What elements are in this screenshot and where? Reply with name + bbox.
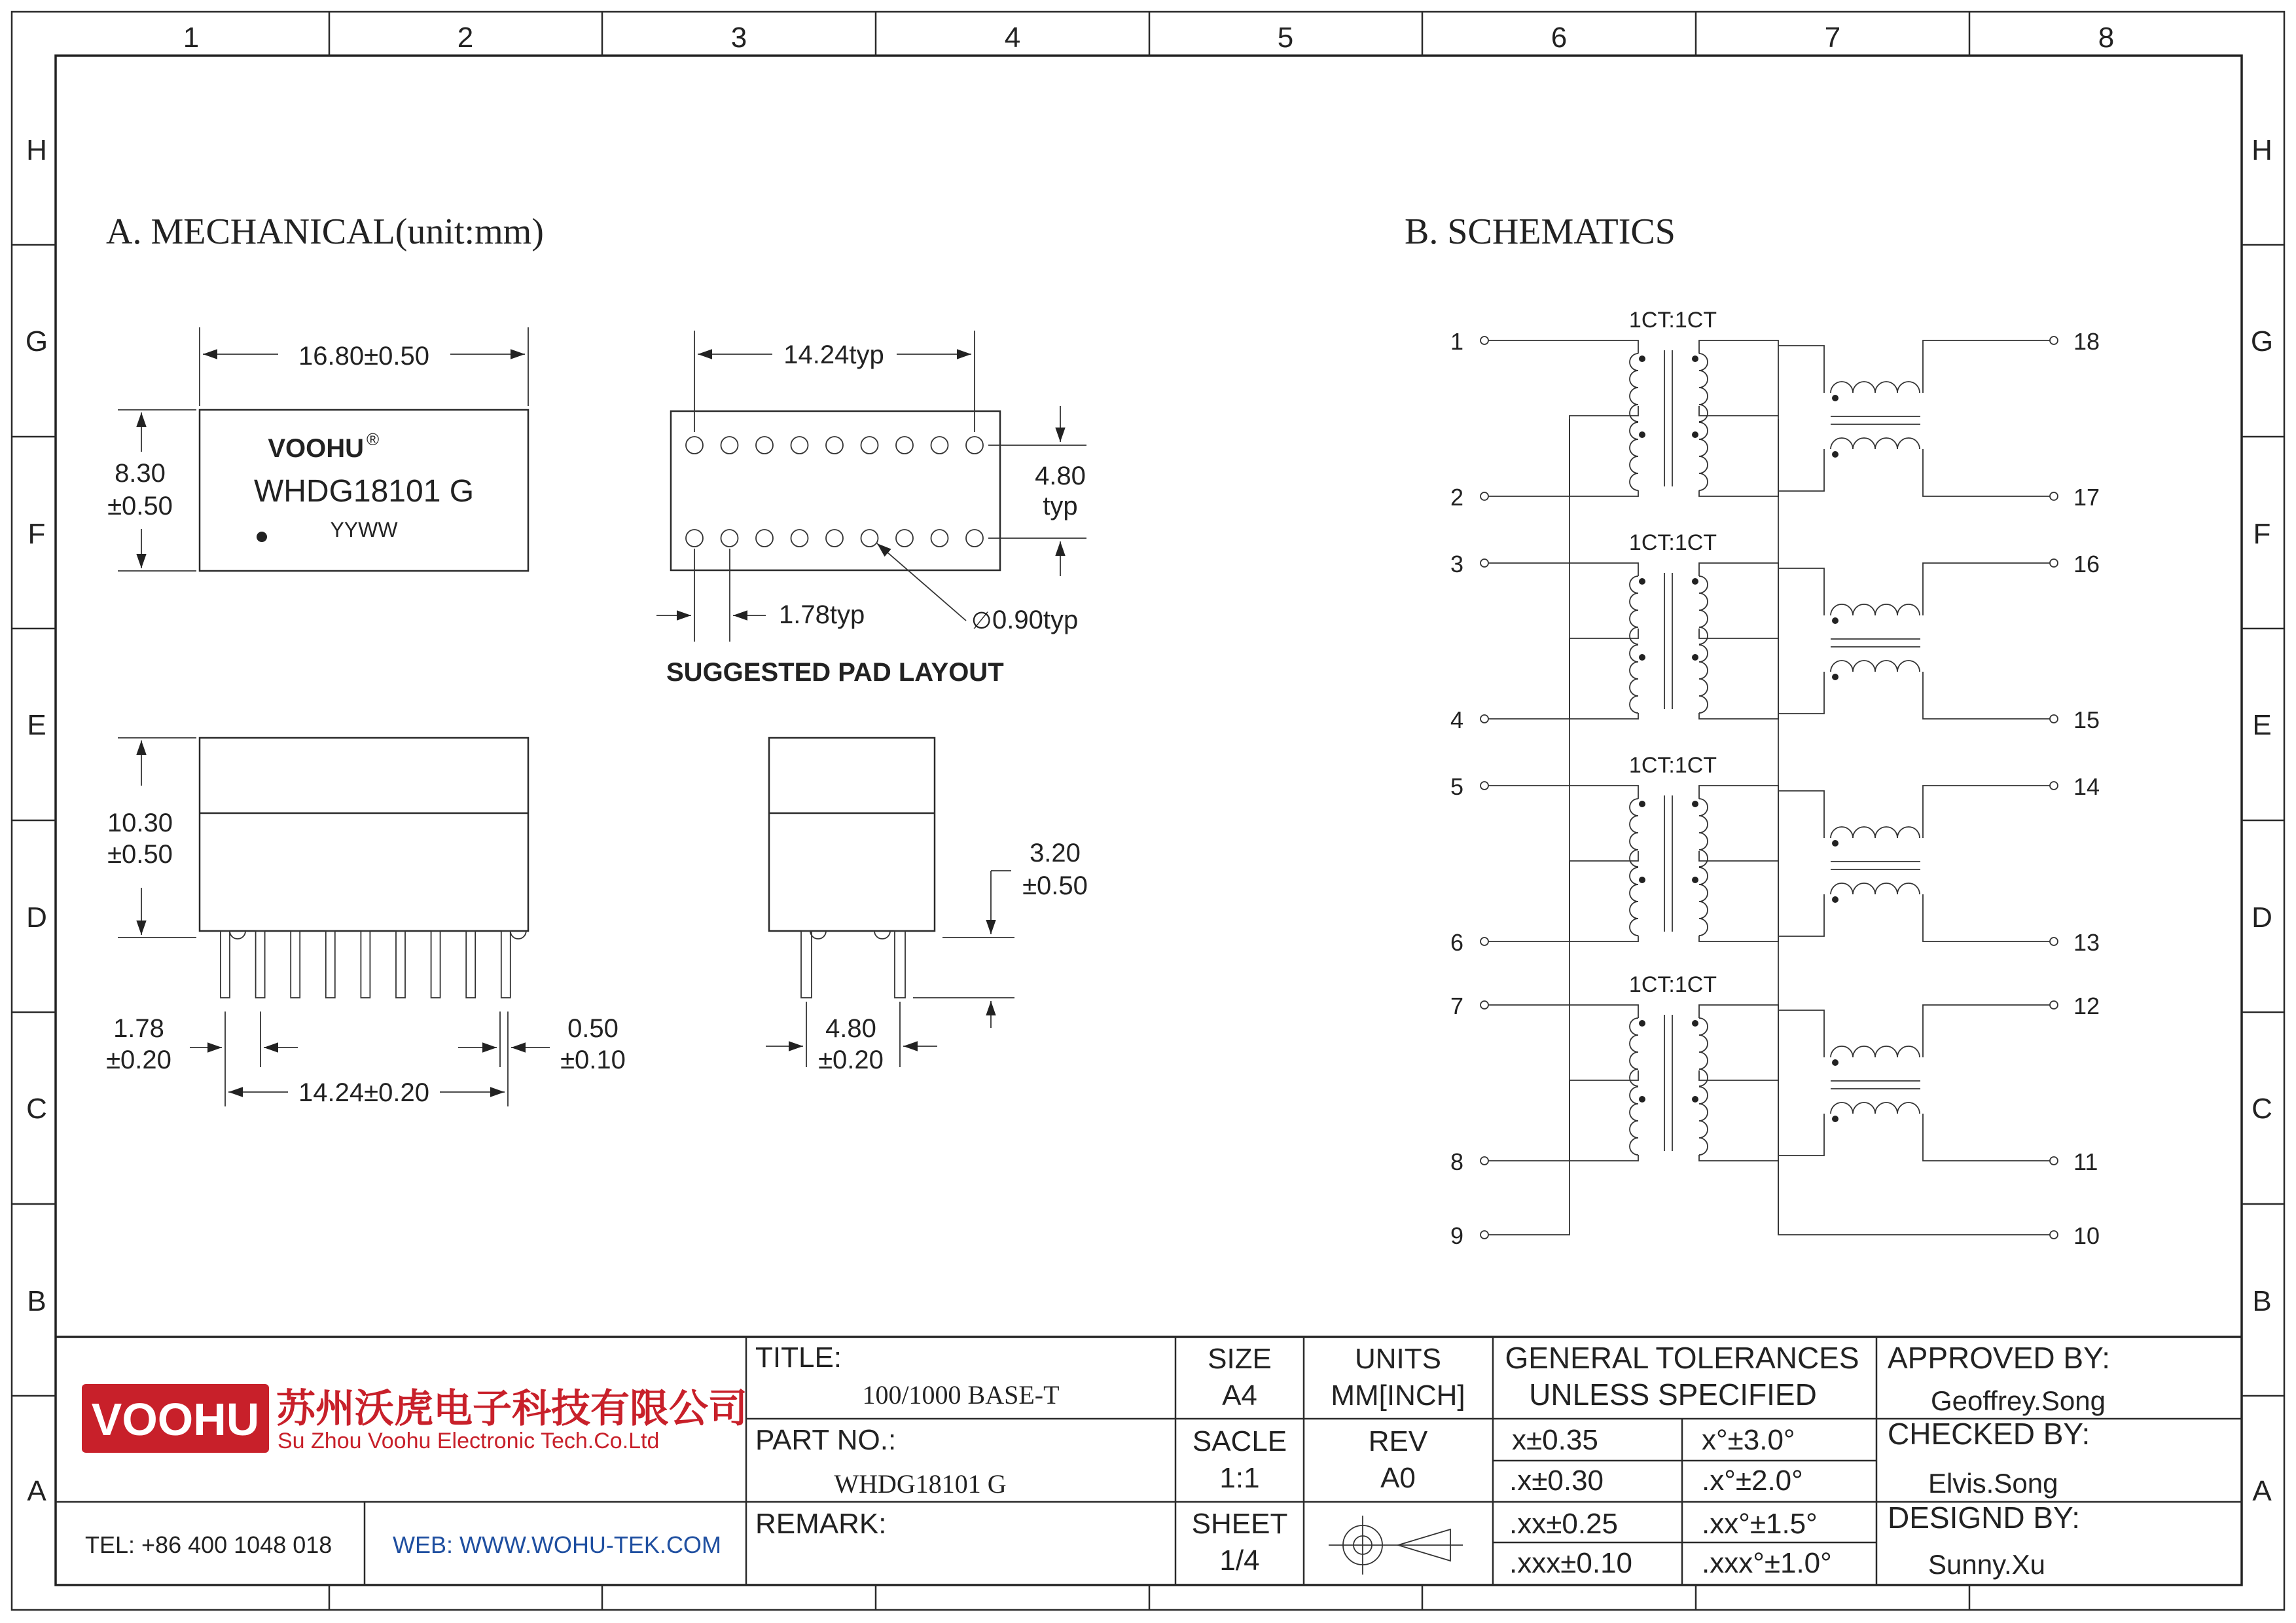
pin-terminal [1480, 1001, 1488, 1009]
wire [1778, 672, 1824, 714]
primary-coil [1630, 354, 1638, 422]
wire [1923, 1114, 2050, 1161]
wire [1778, 1114, 1824, 1156]
row-label: B [2252, 1285, 2272, 1317]
polarity-dot-icon [1639, 356, 1645, 362]
wire [1699, 851, 1778, 861]
choke-coil [1831, 1103, 1920, 1114]
tolerance-angular: x°±3.0° [1702, 1424, 1795, 1456]
row-label: B [27, 1285, 46, 1317]
projection-symbol-icon [1329, 1516, 1463, 1575]
wire [1778, 791, 1824, 838]
rev-value: A0 [1380, 1462, 1416, 1494]
wire [1778, 1161, 2050, 1235]
pin-standoff [511, 931, 526, 939]
title-value: 100/1000 BASE-T [862, 1380, 1060, 1410]
pin-number: 1 [1450, 328, 1463, 355]
polarity-dot-icon [1692, 578, 1698, 585]
schematics-title: B. SCHEMATICS [1405, 211, 1676, 252]
pad-grid [686, 437, 983, 547]
brand-marking: VOOHU [268, 434, 364, 463]
side-span-dim: 14.24±0.20 [298, 1078, 429, 1107]
wire [1699, 1070, 1778, 1080]
row-label: A [2252, 1475, 2272, 1507]
wire [1488, 1005, 1638, 1018]
wire [1923, 672, 2050, 719]
pin-standoff [230, 931, 245, 939]
tel-text: TEL: +86 400 1048 018 [85, 1531, 332, 1558]
row-label: C [2251, 1093, 2272, 1125]
top-view-width-dim: 16.80±0.50 [298, 342, 429, 371]
column-label: 5 [1277, 22, 1294, 54]
pin-number: 15 [2073, 706, 2100, 733]
pad-hole [966, 437, 983, 454]
turns-ratio-label: 1CT:1CT [1628, 972, 1717, 997]
row-label: C [26, 1093, 47, 1125]
checked-value: Elvis.Song [1928, 1468, 2058, 1499]
row-label: E [2252, 709, 2272, 741]
row-label: H [26, 134, 47, 166]
row-label: G [25, 325, 48, 357]
column-label: 3 [730, 22, 747, 54]
polarity-dot-icon [1639, 877, 1645, 883]
polarity-dot-icon [1639, 578, 1645, 585]
channel-3 [1450, 753, 2100, 956]
checked-label: CHECKED BY: [1888, 1417, 2090, 1451]
pin-number: 12 [2073, 993, 2100, 1019]
pin-number: 3 [1450, 551, 1463, 577]
pad-hole [826, 530, 843, 547]
tolerance-header-1: GENERAL TOLERANCES [1505, 1341, 1859, 1375]
pad-hole [861, 437, 878, 454]
part-no-label: PART NO.: [755, 1424, 897, 1456]
wire [1778, 1010, 1824, 1057]
primary-coil [1630, 799, 1638, 867]
polarity-dot-icon [1832, 617, 1839, 624]
pad-hole [791, 530, 808, 547]
polarity-dot-icon [1832, 896, 1839, 903]
wire [1488, 340, 1638, 354]
polarity-dot-icon [1639, 1096, 1645, 1103]
pad-hole [931, 530, 948, 547]
side-pin [256, 931, 265, 998]
wire [1699, 629, 1778, 638]
wire [1699, 406, 1778, 416]
rev-label: REV [1368, 1425, 1428, 1457]
turns-ratio-label: 1CT:1CT [1628, 530, 1717, 555]
polarity-dot-icon [1832, 395, 1839, 401]
wire [1488, 1155, 1638, 1161]
pad-row-spacing-unit: typ [1043, 492, 1078, 520]
pad-hole [756, 530, 773, 547]
end-view-body [769, 738, 935, 931]
lead-spacing-tol: ±0.20 [818, 1046, 884, 1074]
polarity-dot-icon [1639, 431, 1645, 438]
wire [1923, 1005, 2050, 1057]
channel-4 [1450, 972, 2100, 1175]
row-label: F [2253, 518, 2271, 550]
polarity-dot-icon [1692, 1096, 1698, 1103]
secondary-coil [1699, 645, 1708, 713]
pad-hole [721, 530, 738, 547]
schematics-section [1405, 211, 2100, 1249]
wire [1570, 1070, 1638, 1161]
wire [1570, 406, 1638, 496]
pad-hole [966, 530, 983, 547]
primary-coil [1630, 1087, 1638, 1155]
polarity-dot-icon [1692, 877, 1698, 883]
wire [1488, 1161, 1570, 1235]
scale-value: 1:1 [1219, 1462, 1260, 1494]
tolerance-angular: .xx°±1.5° [1702, 1508, 1818, 1540]
company-name-en: Su Zhou Voohu Electronic Tech.Co.Ltd [278, 1429, 660, 1453]
row-label: G [2250, 325, 2274, 357]
pin-number: 4 [1450, 706, 1463, 733]
schematic-diagram [1450, 308, 2100, 1249]
logo-text: VOOHU [91, 1394, 260, 1445]
pin-number: 9 [1450, 1222, 1463, 1249]
top-view-height-tol: ±0.50 [107, 492, 173, 520]
tolerance-linear: .xxx±0.10 [1509, 1547, 1633, 1579]
wire [1923, 449, 2050, 496]
pin-terminal [2050, 938, 2058, 945]
side-view [106, 738, 626, 1107]
side-pitch-dim: 1.78 [113, 1014, 164, 1043]
column-label: 6 [1551, 22, 1568, 54]
polarity-dot-icon [1832, 674, 1839, 680]
tolerance-angular: .x°±2.0° [1702, 1465, 1803, 1497]
tolerance-header-2: UNLESS SPECIFIED [1529, 1377, 1817, 1412]
secondary-coil [1699, 422, 1708, 490]
wire [1699, 1005, 1778, 1161]
pin-number: 7 [1450, 993, 1463, 1019]
pin-number: 14 [2073, 773, 2100, 800]
wire [1778, 568, 1824, 615]
pin-terminal [1480, 559, 1488, 567]
side-pin [221, 931, 230, 998]
pin-number: 13 [2073, 929, 2100, 956]
size-value: A4 [1222, 1379, 1257, 1412]
polarity-dot-icon [1832, 840, 1839, 847]
pin-terminal [1480, 938, 1488, 945]
side-pin [361, 931, 370, 998]
channel-1 [1450, 308, 2100, 511]
row-label: H [2251, 134, 2272, 166]
pin-number: 5 [1450, 773, 1463, 800]
pin-terminal [1480, 492, 1488, 500]
column-label: 7 [1824, 22, 1841, 54]
pad-hole [861, 530, 878, 547]
side-pin [431, 931, 440, 998]
pin-terminal [2050, 559, 2058, 567]
polarity-dot-icon [1639, 1020, 1645, 1027]
polarity-dot-icon [1639, 801, 1645, 807]
primary-coil [1630, 867, 1638, 936]
sheet-label: SHEET [1191, 1508, 1288, 1540]
scale-label: SACLE [1192, 1425, 1287, 1457]
polarity-dot-icon [1692, 654, 1698, 661]
pin-terminal [1480, 1157, 1488, 1165]
pin-terminal [1480, 715, 1488, 723]
choke-coil [1831, 827, 1920, 838]
wire [1570, 629, 1638, 719]
units-value: MM[INCH] [1331, 1379, 1465, 1412]
wire [1923, 894, 2050, 941]
column-label: 1 [183, 22, 200, 54]
remark-label: REMARK: [755, 1508, 887, 1540]
pad-span-dim: 14.24typ [783, 340, 884, 369]
pad-hole [686, 437, 703, 454]
pad-layout-caption: SUGGESTED PAD LAYOUT [666, 658, 1004, 687]
wire [1488, 786, 1638, 799]
primary-coil [1630, 576, 1638, 644]
mechanical-title: A. MECHANICAL(unit:mm) [106, 211, 544, 252]
wire [1488, 713, 1638, 719]
side-pin [501, 931, 511, 998]
registered-mark: ® [367, 429, 380, 449]
polarity-dot-icon [1832, 1116, 1839, 1122]
column-label: 8 [2098, 22, 2115, 54]
pad-hole [826, 437, 843, 454]
pin-number: 18 [2073, 328, 2100, 355]
tolerance-linear: .x±0.30 [1509, 1465, 1604, 1497]
lead-spacing-dim: 4.80 [825, 1014, 876, 1043]
primary-coil [1630, 1018, 1638, 1086]
pin-terminal [2050, 1157, 2058, 1165]
secondary-coil [1699, 1018, 1708, 1086]
polarity-dot-icon [1639, 654, 1645, 661]
row-label: E [27, 709, 46, 741]
polarity-dot-icon [1692, 356, 1698, 362]
side-pin-width-dim: 0.50 [567, 1014, 619, 1043]
pad-hole [791, 437, 808, 454]
lead-length-tol: ±0.50 [1022, 871, 1088, 900]
pin-terminal [2050, 1001, 2058, 1009]
row-label: D [26, 902, 47, 934]
polarity-dot-icon [1832, 1059, 1839, 1066]
date-code: YYWW [330, 518, 398, 541]
row-label: D [2251, 902, 2272, 934]
wire [1699, 786, 1778, 941]
design-value: Sunny.Xu [1928, 1549, 2046, 1580]
pad-hole [896, 437, 913, 454]
pad-layout [656, 331, 1086, 687]
choke-coil [1831, 438, 1920, 449]
wire [1488, 490, 1638, 496]
pad-pitch-dim: 1.78typ [779, 600, 865, 629]
dia-symbol-icon: ∅ [971, 607, 992, 634]
end-view-leads [801, 931, 905, 998]
row-label: A [27, 1475, 46, 1507]
wire [1778, 346, 1824, 393]
choke-coil [1831, 382, 1920, 393]
lead-length-dim: 3.20 [1030, 839, 1081, 867]
pad-hole [756, 437, 773, 454]
title-label: TITLE: [755, 1341, 842, 1374]
side-pin [466, 931, 475, 998]
pin-terminal [2050, 782, 2058, 790]
pin-number: 6 [1450, 929, 1463, 956]
wire [1488, 936, 1638, 941]
pad-hole [686, 530, 703, 547]
part-marking: WHDG18101 G [253, 474, 475, 509]
pin-number: 16 [2073, 551, 2100, 577]
row-label: F [27, 518, 46, 550]
size-label: SIZE [1208, 1343, 1272, 1375]
secondary-coil [1699, 799, 1708, 867]
wire [1699, 563, 1778, 719]
pin-number: 11 [2073, 1148, 2098, 1175]
company-name-cn: 苏州沃虎电子科技有限公司 [276, 1387, 747, 1431]
pad-row-spacing-dim: 4.80 [1035, 462, 1086, 490]
design-label: DESIGND BY: [1888, 1501, 2080, 1535]
column-label: 4 [1004, 22, 1021, 54]
units-label: UNITS [1355, 1343, 1441, 1375]
wire [1923, 563, 2050, 615]
sheet-value: 1/4 [1219, 1544, 1260, 1577]
pin1-dot-icon [257, 532, 267, 542]
pad-hole [931, 437, 948, 454]
top-view [107, 327, 528, 571]
side-view-body [200, 738, 528, 931]
wire [1923, 786, 2050, 838]
side-pitch-tol: ±0.20 [106, 1046, 171, 1074]
side-pin [326, 931, 335, 998]
wire [1699, 340, 1778, 496]
polarity-dot-icon [1692, 801, 1698, 807]
pad-hole [721, 437, 738, 454]
side-pin-width-tol: ±0.10 [560, 1046, 626, 1074]
secondary-coil [1699, 576, 1708, 644]
pin-number: 8 [1450, 1148, 1463, 1175]
pin-terminal [2050, 492, 2058, 500]
side-height-dim: 10.30 [107, 809, 173, 837]
polarity-dot-icon [1692, 1020, 1698, 1027]
company-logo [82, 1384, 269, 1453]
pad-hole [896, 530, 913, 547]
wire [1488, 563, 1638, 576]
pin-terminal [1480, 782, 1488, 790]
side-height-tol: ±0.50 [107, 840, 173, 869]
end-view [766, 738, 1088, 1074]
choke-coil [1831, 604, 1920, 615]
choke-coil [1831, 1046, 1920, 1057]
web-link[interactable]: WEB: WWW.WOHU-TEK.COM [393, 1531, 721, 1558]
choke-coil [1831, 661, 1920, 672]
choke-coil [1831, 883, 1920, 894]
tolerance-linear: x±0.35 [1512, 1424, 1598, 1456]
turns-ratio-label: 1CT:1CT [1628, 753, 1717, 778]
wire [1778, 894, 1824, 936]
pin-terminal [1480, 337, 1488, 344]
secondary-coil [1699, 1087, 1708, 1155]
pin-number: 10 [2073, 1222, 2100, 1249]
part-no-value: WHDG18101 G [834, 1469, 1007, 1499]
pad-diameter-dim: 0.90typ [992, 606, 1079, 634]
top-view-height-dim: 8.30 [115, 459, 166, 488]
turns-ratio-label: 1CT:1CT [1628, 308, 1717, 333]
polarity-dot-icon [1692, 431, 1698, 438]
mechanical-section [106, 211, 1088, 1107]
side-pin [291, 931, 300, 998]
secondary-coil [1699, 354, 1708, 422]
pin-terminal [2050, 1231, 2058, 1239]
wire [1923, 340, 2050, 393]
secondary-coil [1699, 867, 1708, 936]
channel-2 [1450, 530, 2100, 733]
column-label: 2 [457, 22, 474, 54]
tolerance-angular: .xxx°±1.0° [1702, 1547, 1832, 1579]
pin-number: 2 [1450, 484, 1463, 511]
primary-coil [1630, 422, 1638, 490]
pin-terminal [2050, 715, 2058, 723]
wire [1778, 449, 1824, 491]
side-pin [396, 931, 405, 998]
title-block [56, 1337, 2242, 1585]
wire [1570, 851, 1638, 941]
approved-value: Geoffrey.Song [1931, 1385, 2106, 1416]
pin-terminal [1480, 1231, 1488, 1239]
side-view-pins [221, 931, 526, 998]
tolerance-linear: .xx±0.25 [1509, 1508, 1619, 1540]
pin-terminal [2050, 337, 2058, 344]
primary-coil [1630, 645, 1638, 713]
approved-label: APPROVED BY: [1888, 1341, 2111, 1375]
polarity-dot-icon [1832, 451, 1839, 458]
pin-number: 17 [2073, 484, 2100, 511]
